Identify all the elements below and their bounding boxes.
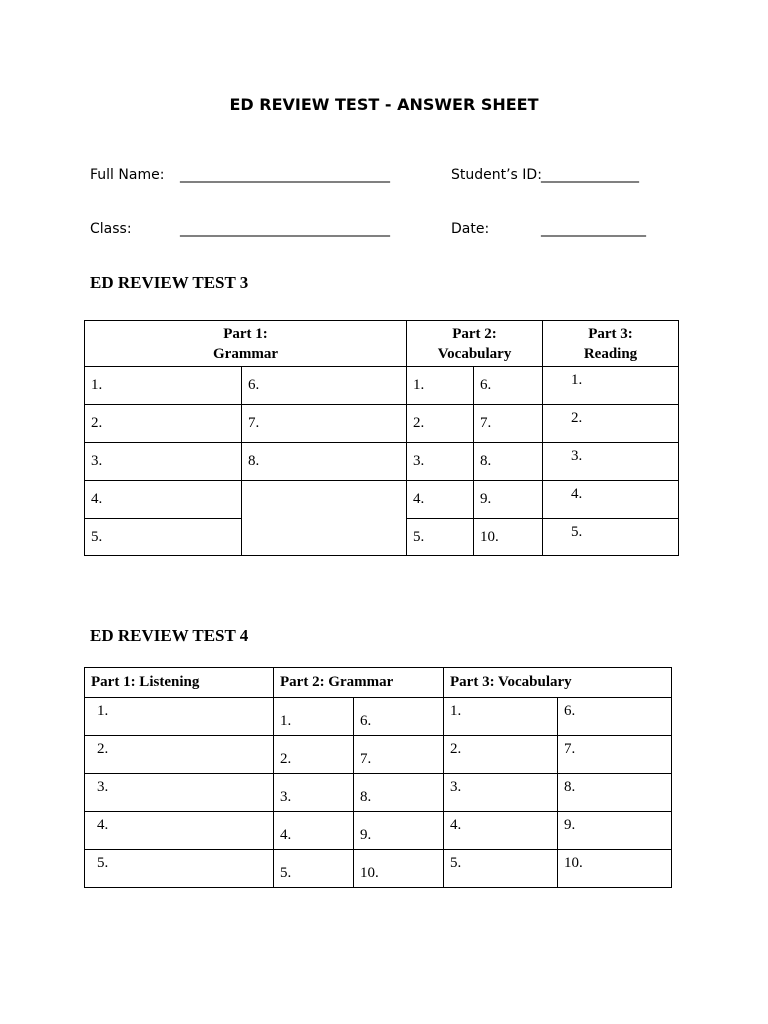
answer-cell[interactable]: 6. bbox=[242, 367, 407, 405]
answer-cell[interactable]: 3. bbox=[85, 774, 274, 812]
answer-cell[interactable]: 4. bbox=[407, 481, 474, 519]
answer-cell[interactable]: 7. bbox=[354, 736, 444, 774]
student-id-field[interactable]: ______________ bbox=[541, 167, 639, 183]
header-text: Vocabulary bbox=[437, 345, 512, 362]
answer-cell[interactable]: 5. bbox=[444, 850, 558, 888]
test3-table bbox=[84, 320, 679, 556]
answer-cell[interactable]: 1. bbox=[274, 698, 354, 736]
answer-cell[interactable]: 2. bbox=[274, 736, 354, 774]
test3-header-grammar bbox=[85, 321, 407, 367]
test3-title: ED REVIEW TEST 3 bbox=[90, 273, 249, 292]
answer-cell[interactable]: 8. bbox=[242, 443, 407, 481]
test4-table bbox=[84, 667, 672, 888]
student-id-label: Student’s ID: bbox=[451, 167, 542, 183]
answer-cell[interactable]: 5. bbox=[407, 519, 474, 556]
answer-cell[interactable]: 7. bbox=[474, 405, 543, 443]
header-text: Part 1: bbox=[223, 325, 268, 342]
answer-cell[interactable]: 5. bbox=[85, 519, 242, 556]
answer-cell[interactable]: 6. bbox=[354, 698, 444, 736]
answer-cell[interactable]: 1. bbox=[85, 367, 242, 405]
date-label: Date: bbox=[451, 221, 490, 237]
answer-cell[interactable]: 2. bbox=[543, 405, 679, 443]
table-row bbox=[85, 481, 679, 519]
table-row bbox=[85, 812, 672, 850]
test4-title: ED REVIEW TEST 4 bbox=[90, 626, 249, 645]
header-text: Part 2: bbox=[452, 325, 497, 342]
answer-cell[interactable]: 9. bbox=[558, 812, 672, 850]
answer-cell[interactable]: 3. bbox=[85, 443, 242, 481]
test4-header-grammar: Part 2: Grammar bbox=[274, 668, 444, 698]
answer-cell[interactable]: 3. bbox=[407, 443, 474, 481]
answer-cell[interactable]: 1. bbox=[85, 698, 274, 736]
table-row bbox=[85, 736, 672, 774]
header-text: Part 3: bbox=[588, 325, 633, 342]
answer-cell[interactable]: 3. bbox=[274, 774, 354, 812]
table-row bbox=[85, 443, 679, 481]
answer-cell[interactable]: 4. bbox=[274, 812, 354, 850]
answer-cell[interactable]: 4. bbox=[543, 481, 679, 519]
answer-cell[interactable]: 5. bbox=[274, 850, 354, 888]
test3-header-reading bbox=[543, 321, 679, 367]
answer-cell[interactable]: 4. bbox=[85, 481, 242, 519]
table-row bbox=[85, 367, 679, 405]
answer-cell[interactable]: 2. bbox=[444, 736, 558, 774]
answer-cell[interactable]: 5. bbox=[543, 519, 679, 556]
page-title: ED REVIEW TEST - ANSWER SHEET bbox=[229, 95, 539, 114]
answer-cell[interactable]: 3. bbox=[444, 774, 558, 812]
answer-cell[interactable]: 6. bbox=[558, 698, 672, 736]
answer-cell[interactable]: 6. bbox=[474, 367, 543, 405]
answer-cell[interactable]: 8. bbox=[474, 443, 543, 481]
test3-header-vocabulary bbox=[407, 321, 543, 367]
answer-cell[interactable]: 3. bbox=[543, 443, 679, 481]
answer-cell[interactable]: 1. bbox=[444, 698, 558, 736]
answer-cell[interactable]: 10. bbox=[558, 850, 672, 888]
answer-cell[interactable]: 2. bbox=[407, 405, 474, 443]
date-field[interactable]: _______________ bbox=[541, 221, 646, 237]
test4-header-vocabulary: Part 3: Vocabulary bbox=[444, 668, 672, 698]
answer-cell[interactable]: 5. bbox=[85, 850, 274, 888]
answer-cell[interactable]: 4. bbox=[444, 812, 558, 850]
answer-cell[interactable]: 7. bbox=[558, 736, 672, 774]
answer-cell[interactable]: 10. bbox=[354, 850, 444, 888]
class-label: Class: bbox=[90, 221, 132, 237]
full-name-field[interactable]: ______________________________ bbox=[180, 167, 390, 183]
answer-cell[interactable]: 4. bbox=[85, 812, 274, 850]
answer-cell[interactable]: 2. bbox=[85, 405, 242, 443]
answer-cell[interactable]: 1. bbox=[407, 367, 474, 405]
table-row bbox=[85, 405, 679, 443]
answer-cell[interactable]: 8. bbox=[354, 774, 444, 812]
answer-cell[interactable]: 9. bbox=[474, 481, 543, 519]
table-row bbox=[85, 774, 672, 812]
table-row bbox=[85, 850, 672, 888]
class-field[interactable]: ______________________________ bbox=[180, 221, 390, 237]
answer-cell[interactable]: 7. bbox=[242, 405, 407, 443]
empty-cell bbox=[242, 481, 407, 556]
answer-cell[interactable]: 9. bbox=[354, 812, 444, 850]
header-text: Reading bbox=[583, 345, 638, 362]
answer-cell[interactable]: 1. bbox=[543, 367, 679, 405]
test3-header-row bbox=[85, 321, 679, 367]
answer-cell[interactable]: 2. bbox=[85, 736, 274, 774]
full-name-label: Full Name: bbox=[90, 167, 165, 183]
test4-header-row bbox=[85, 668, 672, 698]
test4-header-listening: Part 1: Listening bbox=[85, 668, 274, 698]
answer-cell[interactable]: 10. bbox=[474, 519, 543, 556]
answer-cell[interactable]: 8. bbox=[558, 774, 672, 812]
table-row bbox=[85, 698, 672, 736]
header-text: Grammar bbox=[213, 345, 278, 362]
